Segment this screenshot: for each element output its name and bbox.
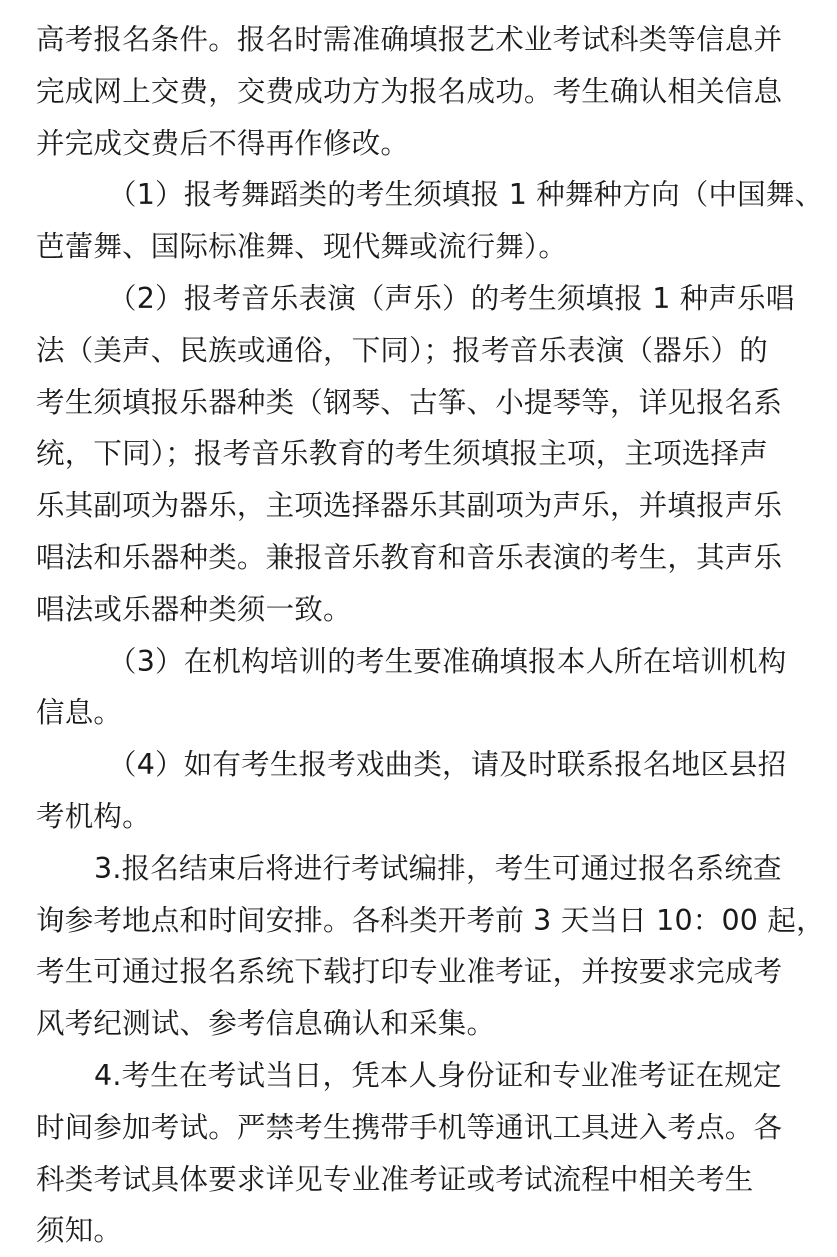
- text-line: 考生须填报乐器种类（钢琴、古筝、小提琴等，详见报名系: [36, 385, 783, 419]
- text-line: 并完成交费后不得再作修改。: [36, 126, 410, 160]
- text-line: 唱法和乐器种类。兼报音乐教育和音乐表演的考生，其声乐: [36, 540, 783, 574]
- text-line: （2）报考音乐表演（声乐）的考生须填报 1 种声乐唱: [108, 281, 795, 315]
- text-line: （4）如有考生报考戏曲类，请及时联系报名地区县招: [108, 748, 787, 782]
- text-line: 时间参加考试。严禁考生携带手机等通讯工具进入考点。各: [36, 1110, 783, 1144]
- text-line: 高考报名条件。报名时需准确填报艺术业考试科类等信息并: [36, 23, 783, 56]
- text-line: 完成网上交费，交费成功方为报名成功。考生确认相关信息: [36, 74, 783, 108]
- text-line: 考机构。: [36, 799, 151, 833]
- text-line: 唱法或乐器种类须一致。: [36, 592, 352, 626]
- text-line: 乐其副项为器乐，主项选择器乐其副项为声乐，并填报声乐: [36, 489, 783, 523]
- text-line: 询参考地点和时间安排。各科类开考前 3 天当日 10：00 起，: [36, 903, 825, 937]
- text-line: 芭蕾舞、国际标准舞、现代舞或流行舞）。: [36, 230, 568, 264]
- text-line: 4.考生在考试当日，凭本人身份证和专业准考证在规定: [94, 1058, 782, 1092]
- text-line: 信息。: [36, 696, 123, 730]
- text-line: 风考纪测试、参考信息确认和采集。: [36, 1007, 496, 1041]
- text-line: 科类考试具体要求详见专业准考证或考试流程中相关考生: [36, 1162, 754, 1196]
- text-line: 统，下同）；报考音乐教育的考生须填报主项，主项选择声: [36, 437, 768, 471]
- text-line: 3.报名结束后将进行考试编排，考生可通过报名系统查: [94, 851, 782, 885]
- text-line: 须知。: [36, 1214, 123, 1248]
- document-body: [36, 14, 825, 1257]
- text-line: 考生可通过报名系统下载打印专业准考证，并按要求完成考: [36, 955, 783, 989]
- text-line: （3）在机构培训的考生要准确填报本人所在培训机构: [108, 644, 787, 678]
- text-line: 法（美声、民族或通俗，下同）；报考音乐表演（器乐）的: [36, 333, 768, 367]
- text-line: （1）报考舞蹈类的考生须填报 1 种舞种方向（中国舞、: [108, 178, 824, 212]
